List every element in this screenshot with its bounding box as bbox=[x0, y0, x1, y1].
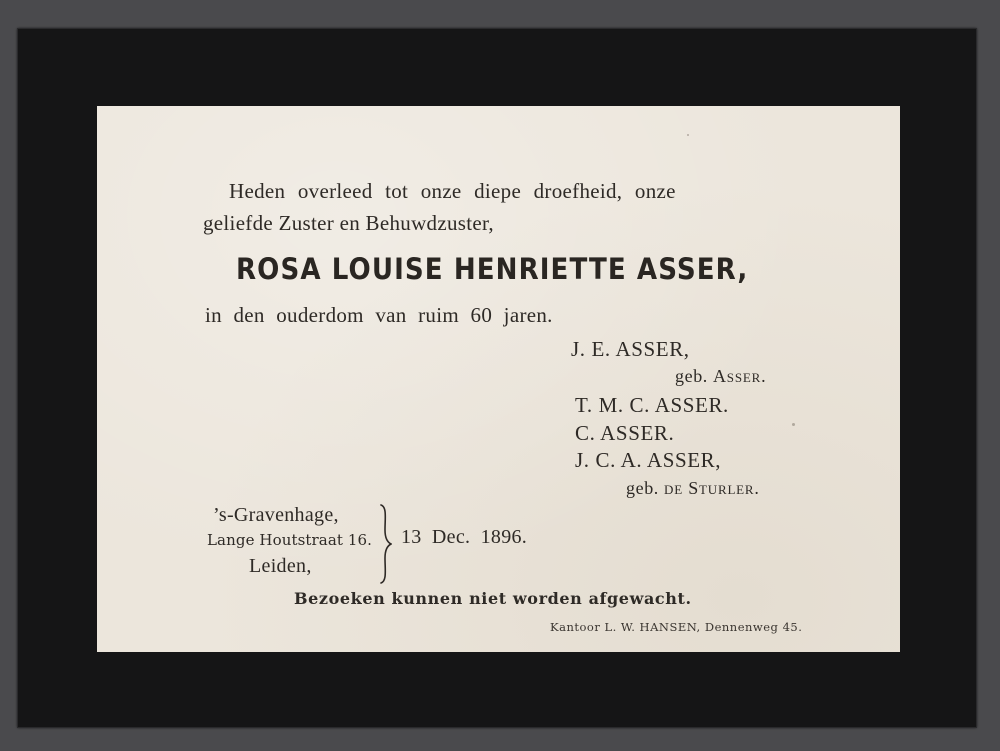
signatory-4: J. C. A. ASSER, bbox=[575, 448, 722, 472]
signatory-4-note-name: de Sturler. bbox=[664, 478, 760, 498]
deceased-name: ROSA LOUISE HENRIETTE ASSER, bbox=[236, 252, 749, 286]
signatory-1-note bbox=[675, 366, 766, 387]
signatory-3: C. ASSER. bbox=[575, 421, 675, 445]
signatory-4-note bbox=[626, 478, 760, 499]
intro-line-1: Heden overleed tot onze diepe droefheid, onze bbox=[229, 179, 676, 203]
announcement-date: 13 Dec. 1896. bbox=[401, 526, 528, 548]
visits-note: Bezoeken kunnen niet worden afgewacht. bbox=[294, 589, 692, 608]
paper-speck bbox=[687, 134, 689, 136]
signatory-1: J. E. ASSER, bbox=[571, 337, 690, 361]
age-line: in den ouderdom van ruim 60 jaren. bbox=[205, 303, 553, 327]
city-the-hague: ’s-Gravenhage, bbox=[213, 504, 339, 526]
signatory-4-note-prefix: geb. bbox=[626, 478, 664, 498]
street-address: Lange Houtstraat 16. bbox=[207, 531, 373, 549]
paper-speck bbox=[792, 423, 795, 426]
death-announcement-card bbox=[97, 106, 900, 652]
curly-brace-icon bbox=[378, 504, 392, 584]
signatory-2: T. M. C. ASSER. bbox=[575, 393, 729, 417]
printer-imprint: Kantoor L. W. HANSEN, Dennenweg 45. bbox=[550, 620, 803, 634]
intro-line-2: geliefde Zuster en Behuwdzuster, bbox=[203, 211, 494, 235]
signatory-1-note-name: Asser. bbox=[713, 366, 767, 386]
city-leiden: Leiden, bbox=[249, 555, 312, 577]
signatory-1-note-prefix: geb. bbox=[675, 366, 713, 386]
